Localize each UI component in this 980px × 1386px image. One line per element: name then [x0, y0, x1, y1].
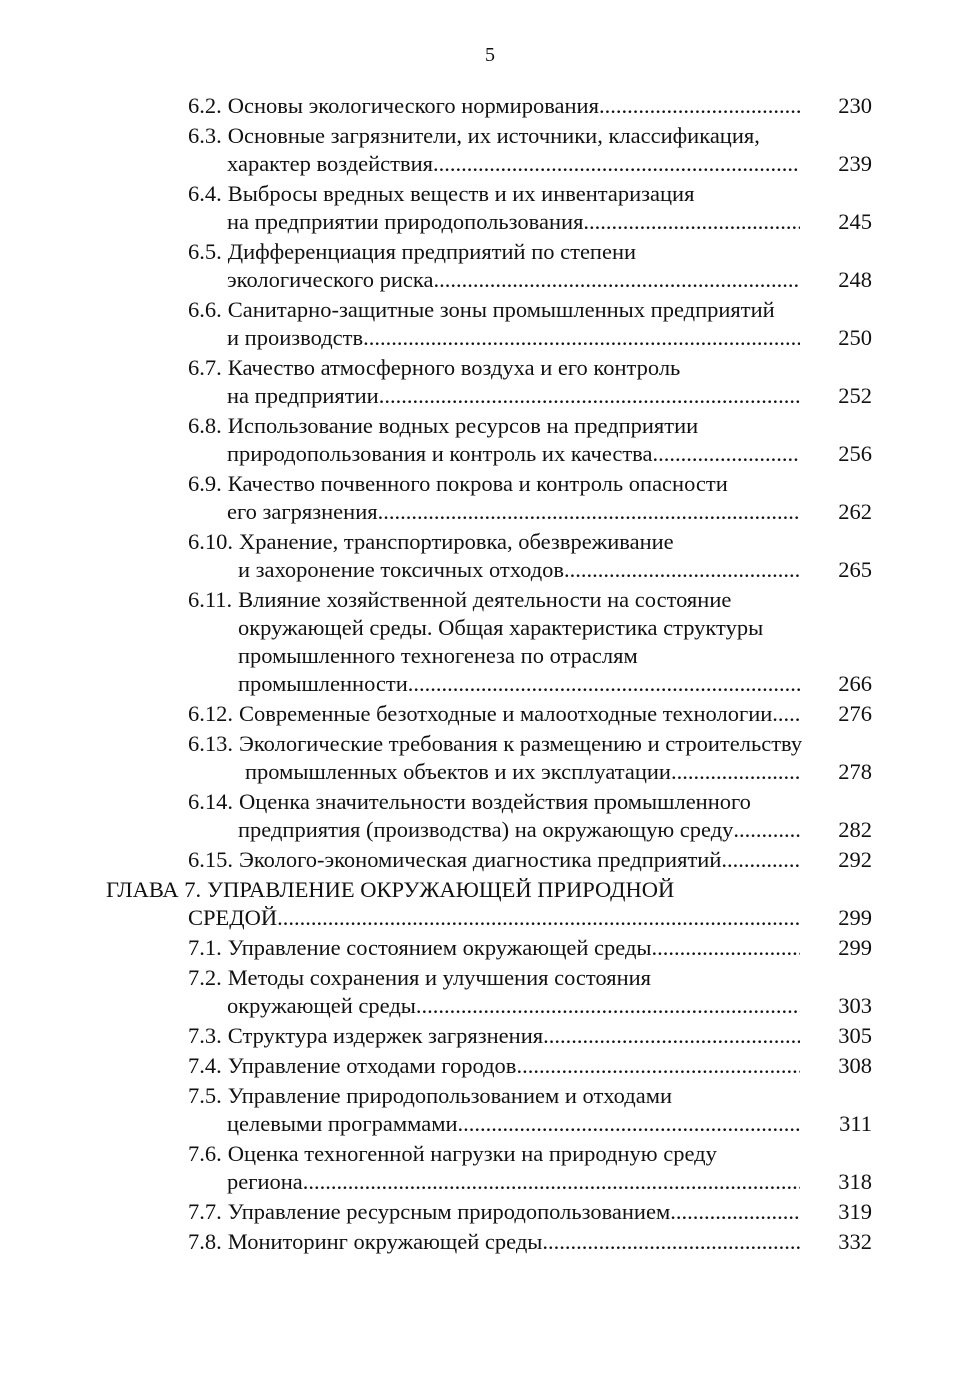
dot-leader: [433, 266, 800, 294]
toc-entry-title: Современные безотходные и малоотходные технологии: [239, 701, 773, 726]
dot-leader: [379, 382, 800, 410]
toc-entry-title: Оценка значительности воздействия промышленного: [239, 789, 751, 814]
toc-entry-title: региона: [227, 1169, 303, 1194]
toc-page-number: 245: [838, 209, 872, 234]
toc-entry-title: Эколого-экономическая диагностика предприятий: [239, 847, 722, 872]
toc-page-number: 332: [838, 1229, 872, 1254]
toc-page-number: 299: [838, 905, 872, 930]
toc-page-number: 262: [838, 499, 872, 524]
toc-entry-title: Оценка техногенной нагрузки на природную среду: [227, 1141, 717, 1166]
toc-entry[interactable]: [0, 1228, 980, 1256]
toc-page-number: 292: [838, 847, 872, 872]
dot-leader: [303, 1168, 800, 1196]
toc-page-number: 265: [838, 557, 872, 582]
dot-leader: [772, 700, 800, 728]
toc-entry-number: 6.10.: [188, 529, 233, 554]
toc-entry[interactable]: [0, 700, 980, 728]
toc-entry-number: 7.3.: [188, 1023, 222, 1048]
toc-entry-number: 6.13.: [188, 731, 233, 756]
toc-entry-title: промышленных объектов и их эксплуатации: [245, 759, 671, 784]
dot-leader: [652, 934, 800, 962]
toc-entry[interactable]: [0, 412, 980, 468]
toc-entry-title: Основы экологического нормирования: [227, 93, 599, 118]
toc-entry-number: 6.6.: [188, 297, 222, 322]
toc-entry-title: на предприятии природопользования: [227, 209, 584, 234]
toc-entry-title: Экологические требования к размещению и строительству: [239, 731, 803, 756]
toc-page-number: 250: [838, 325, 872, 350]
toc-entry-title: УПРАВЛЕНИЕ ОКРУЖАЮЩЕЙ ПРИРОДНОЙ: [207, 877, 675, 902]
toc-entry[interactable]: [0, 730, 980, 786]
toc-entry-title: промышленности: [238, 671, 408, 696]
toc-page-number: 230: [838, 93, 872, 118]
toc-page-number: 305: [838, 1023, 872, 1048]
toc-page-number: 318: [838, 1169, 872, 1194]
toc-entry-title: Основные загрязнители, их источники, классификация,: [227, 123, 760, 148]
page-number: 5: [485, 44, 495, 66]
toc-page-number: 256: [838, 441, 872, 466]
toc-entry-title: СРЕДОЙ: [188, 905, 278, 930]
dot-leader: [408, 670, 800, 698]
dot-leader: [599, 92, 800, 120]
toc-entry-number: 7.1.: [188, 935, 222, 960]
dot-leader: [583, 208, 800, 236]
table-of-contents: [0, 92, 980, 1258]
toc-entry-number: 7.5.: [188, 1083, 222, 1108]
toc-entry-title: и производств: [227, 325, 364, 350]
toc-page-number: 239: [838, 151, 872, 176]
toc-entry-title: Влияние хозяйственной деятельности на состояние: [238, 587, 732, 612]
toc-entry[interactable]: [0, 1198, 980, 1226]
toc-entry[interactable]: [0, 238, 980, 294]
toc-entry-title: его загрязнения: [227, 499, 378, 524]
toc-entry-title: Дифференциация предприятий по степени: [227, 239, 637, 264]
toc-entry[interactable]: [0, 846, 980, 874]
dot-leader: [733, 816, 800, 844]
toc-entry-number: ГЛАВА 7.: [106, 877, 202, 902]
toc-entry-number: 6.3.: [188, 123, 222, 148]
toc-page-number: 319: [838, 1199, 872, 1224]
dot-leader: [670, 1198, 800, 1226]
toc-entry-number: 6.7.: [188, 355, 222, 380]
dot-leader: [363, 324, 800, 352]
toc-entry-title: Хранение, транспортировка, обезвреживание: [239, 529, 674, 554]
toc-entry[interactable]: [0, 180, 980, 236]
toc-entry-number: 6.4.: [188, 181, 222, 206]
toc-entry-title: Структура издержек загрязнения: [227, 1023, 544, 1048]
toc-entry-title: Качество почвенного покрова и контроль опасности: [227, 471, 728, 496]
toc-page-number: 276: [838, 701, 872, 726]
toc-page-number: 266: [838, 671, 872, 696]
toc-entry[interactable]: [0, 92, 980, 120]
toc-entry-title: на предприятии: [227, 383, 379, 408]
toc-entry-title: Управление ресурсным природопользованием: [227, 1199, 671, 1224]
toc-entry[interactable]: [0, 934, 980, 962]
toc-entry-number: 6.14.: [188, 789, 233, 814]
toc-page-number: 308: [838, 1053, 872, 1078]
toc-entry-number: 6.8.: [188, 413, 222, 438]
dot-leader: [564, 556, 800, 584]
dot-leader: [277, 904, 800, 932]
toc-entry[interactable]: [0, 354, 980, 410]
toc-entry-title: Качество атмосферного воздуха и его контроль: [227, 355, 681, 380]
toc-entry[interactable]: [0, 1140, 980, 1196]
dot-leader: [516, 1052, 800, 1080]
toc-entry-title: экологического риска: [227, 267, 434, 292]
toc-entry[interactable]: [0, 1052, 980, 1080]
dot-leader: [543, 1022, 800, 1050]
toc-entry[interactable]: [0, 1082, 980, 1138]
toc-entry-title: Управление природопользованием и отходами: [227, 1083, 672, 1108]
toc-entry-title: природопользования и контроль их качества: [227, 441, 653, 466]
toc-entry-title: Использование водных ресурсов на предприятии: [227, 413, 699, 438]
dot-leader: [416, 992, 800, 1020]
toc-page-number: 303: [838, 993, 872, 1018]
toc-entry-number: 7.2.: [188, 965, 222, 990]
toc-entry[interactable]: [0, 586, 980, 698]
toc-entry-number: 6.12.: [188, 701, 233, 726]
dot-leader: [671, 758, 800, 786]
toc-entry-title: окружающей среды. Общая характеристика структуры: [238, 615, 764, 640]
toc-entry-number: 6.2.: [188, 93, 222, 118]
toc-entry[interactable]: [0, 528, 980, 584]
toc-entry[interactable]: [0, 296, 980, 352]
toc-entry-title: Управление состоянием окружающей среды: [227, 935, 652, 960]
toc-entry-title: и захоронение токсичных отходов: [238, 557, 565, 582]
toc-entry-number: 7.6.: [188, 1141, 222, 1166]
toc-entry-number: 6.15.: [188, 847, 233, 872]
toc-entry-title: промышленного техногенеза по отраслям: [238, 643, 638, 668]
toc-entry-title: Мониторинг окружающей среды: [227, 1229, 543, 1254]
toc-page-number: 278: [838, 759, 872, 784]
toc-entry[interactable]: [0, 470, 980, 526]
dot-leader: [457, 1110, 800, 1138]
toc-entry-title: Выбросы вредных веществ и их инвентаризация: [227, 181, 695, 206]
toc-entry-title: Санитарно-защитные зоны промышленных предприятий: [227, 297, 775, 322]
toc-page-number: 311: [839, 1111, 872, 1136]
toc-entry-title: характер воздействия: [227, 151, 434, 176]
toc-entry-title: окружающей среды: [227, 993, 416, 1018]
toc-entry[interactable]: [0, 1022, 980, 1050]
toc-page-number: 248: [838, 267, 872, 292]
toc-page-number: 299: [838, 935, 872, 960]
toc-entry-number: 7.7.: [188, 1199, 222, 1224]
dot-leader: [378, 498, 800, 526]
toc-entry-number: 6.5.: [188, 239, 222, 264]
toc-page-number: 252: [838, 383, 872, 408]
toc-entry[interactable]: [0, 122, 980, 178]
dot-leader: [721, 846, 800, 874]
toc-entry[interactable]: [0, 788, 980, 844]
toc-entry-title: Методы сохранения и улучшения состояния: [227, 965, 652, 990]
toc-page-number: 282: [838, 817, 872, 842]
toc-entry-title: предприятия (производства) на окружающую среду: [238, 817, 734, 842]
toc-entry-number: 6.9.: [188, 471, 222, 496]
toc-entry-number: 7.8.: [188, 1229, 222, 1254]
toc-entry[interactable]: [0, 964, 980, 1020]
toc-entry-title: целевыми программами: [227, 1111, 458, 1136]
toc-chapter[interactable]: [0, 876, 980, 932]
dot-leader: [542, 1228, 800, 1256]
dot-leader: [433, 150, 800, 178]
dot-leader: [653, 440, 800, 468]
toc-entry-number: 7.4.: [188, 1053, 222, 1078]
toc-entry-title: Управление отходами городов: [227, 1053, 517, 1078]
toc-entry-number: 6.11.: [188, 587, 233, 612]
